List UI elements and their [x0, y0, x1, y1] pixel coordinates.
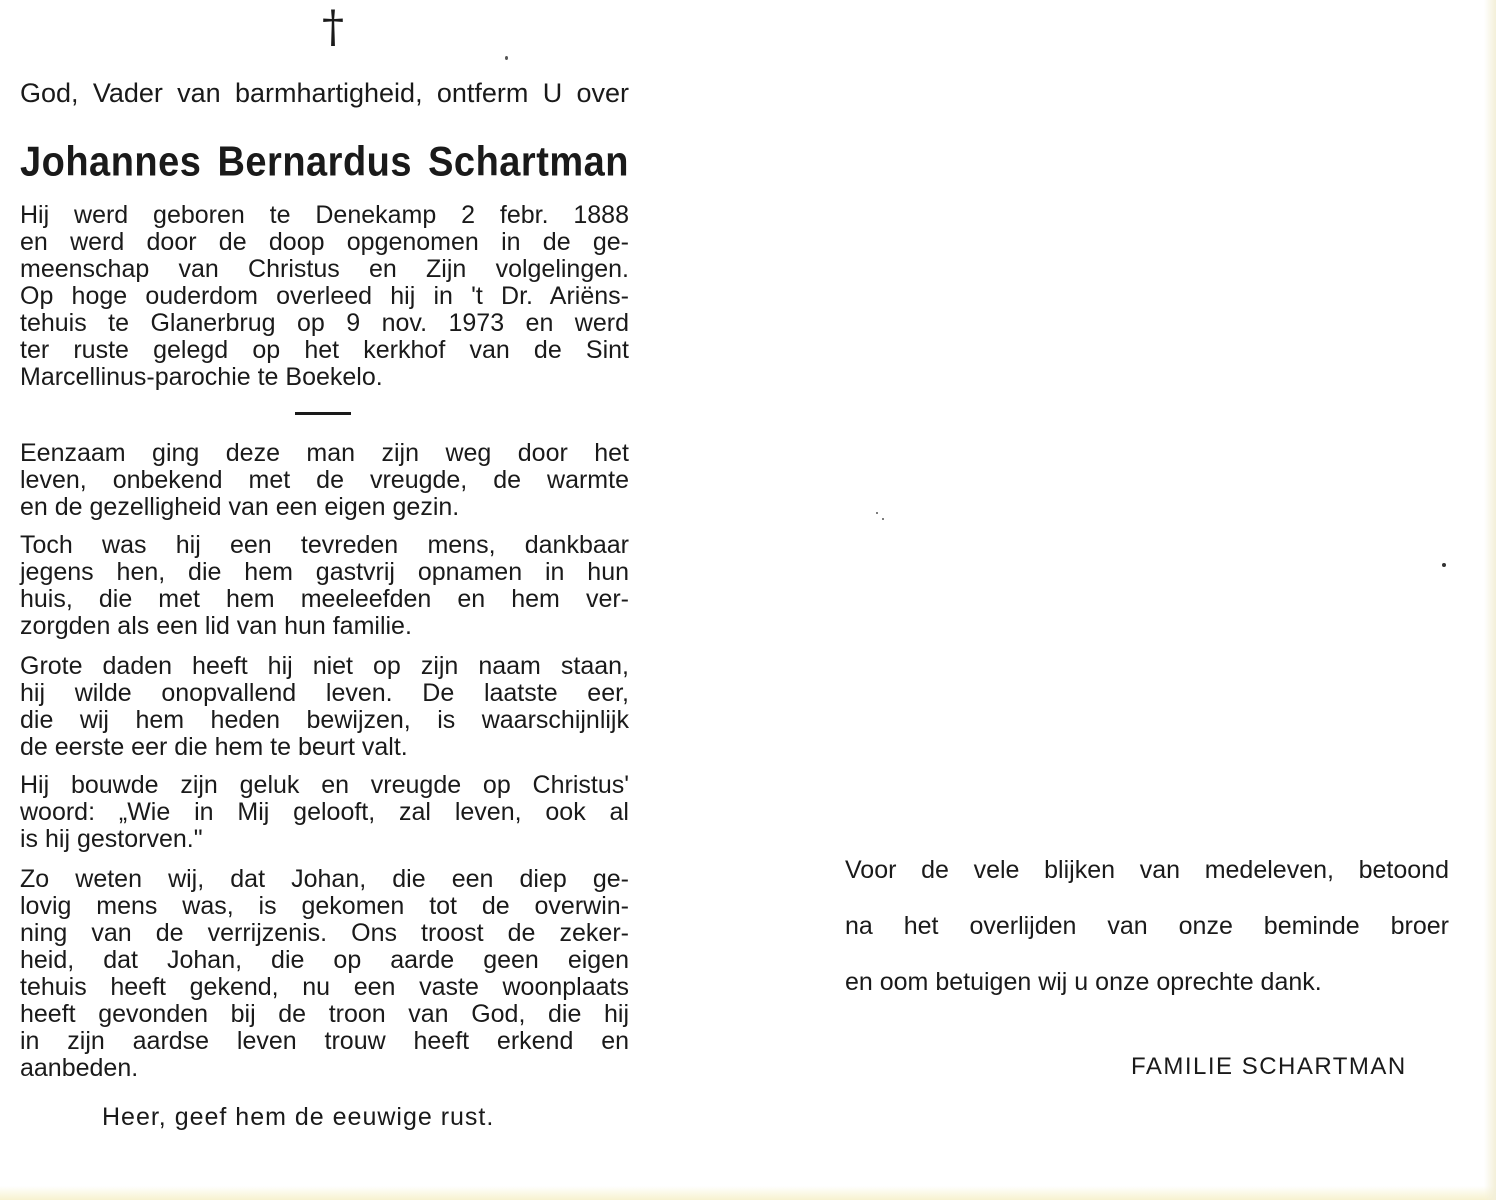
paragraph-line: in zijn aardse leven trouw heeft erkend en — [20, 1027, 629, 1055]
paragraph-line: zorgden als een lid van hun familie. — [20, 612, 412, 640]
paragraph-line: is hij gestorven." — [20, 825, 203, 853]
paragraph-line: tehuis heeft gekend, nu een vaste woonplaats — [20, 973, 629, 1001]
biography-line: ter ruste gelegd op het kerkhof van de Sint — [20, 336, 629, 364]
paragraph-line: woord: „Wie in Mij gelooft, zal leven, ook al — [20, 798, 629, 826]
paragraph-line: leven, onbekend met de vreugde, de warmte — [20, 466, 629, 494]
paragraph-line: die wij hem heden bewijzen, is waarschijnlijk — [20, 706, 629, 734]
thanks-line: na het overlijden van onze beminde broer — [845, 912, 1449, 940]
reflection-paragraph-5 — [20, 866, 629, 1082]
paragraph-line: Zo weten wij, dat Johan, die een diep ge- — [20, 865, 629, 893]
paragraph-line: heid, dat Johan, die op aarde geen eigen — [20, 946, 629, 974]
scan-speck — [882, 518, 884, 520]
biography-paragraph — [20, 202, 629, 391]
biography-line: en werd door de doop opgenomen in de ge- — [20, 228, 629, 256]
cross-icon: † — [322, 2, 344, 53]
scan-edge-bottom — [0, 1186, 1496, 1200]
reflection-paragraph-2 — [20, 532, 629, 640]
reflection-paragraph-4 — [20, 772, 629, 853]
biography-line: tehuis te Glanerbrug op 9 nov. 1973 en werd — [20, 309, 629, 337]
closing-prayer: Heer, geef hem de eeuwige rust. — [102, 1103, 495, 1131]
scan-speck — [1442, 563, 1446, 567]
biography-line: Op hoge ouderdom overleed hij in 't Dr. Ariëns- — [20, 282, 629, 310]
reflection-paragraph-1 — [20, 440, 629, 521]
paragraph-line: Eenzaam ging deze man zijn weg door het — [20, 439, 629, 467]
paragraph-line: lovig mens was, is gekomen tot de overwin- — [20, 892, 629, 920]
paragraph-line: hij wilde onopvallend leven. De laatste eer, — [20, 679, 629, 707]
paragraph-line: aanbeden. — [20, 1054, 139, 1082]
paragraph-line: huis, die met hem meeleefden en hem ver- — [20, 585, 629, 613]
reflection-paragraph-3 — [20, 653, 629, 761]
paragraph-line: jegens hen, die hem gastvrij opnamen in hun — [20, 558, 629, 586]
scan-speck — [505, 56, 508, 60]
scan-edge-right — [1484, 0, 1496, 1200]
paragraph-line: en de gezelligheid van een eigen gezin. — [20, 493, 460, 521]
family-signature: FAMILIE SCHARTMAN — [1131, 1053, 1407, 1080]
invocation-text: God, Vader van barmhartigheid, ontferm U over — [20, 78, 629, 108]
biography-line: meenschap van Christus en Zijn volgelingen. — [20, 255, 629, 283]
biography-line: Marcellinus-parochie te Boekelo. — [20, 363, 383, 391]
scan-speck — [876, 512, 878, 514]
paragraph-line: heeft gevonden bij de troon van God, die hij — [20, 1000, 629, 1028]
paragraph-line: Grote daden heeft hij niet op zijn naam staan, — [20, 652, 629, 680]
thanks-line: Voor de vele blijken van medeleven, betoond — [845, 856, 1449, 884]
paragraph-line: de eerste eer die hem te beurt valt. — [20, 733, 408, 761]
paragraph-line: Toch was hij een tevreden mens, dankbaar — [20, 531, 629, 559]
section-divider — [295, 412, 351, 415]
thank-you-message — [845, 842, 1449, 1010]
biography-line: Hij werd geboren te Denekamp 2 febr. 1888 — [20, 201, 629, 229]
deceased-name: Johannes Bernardus Schartman — [20, 139, 629, 186]
paragraph-line: ning van de verrijzenis. Ons troost de zeker- — [20, 919, 629, 947]
thanks-line: en oom betuigen wij u onze oprechte dank. — [845, 968, 1322, 996]
paragraph-line: Hij bouwde zijn geluk en vreugde op Christus' — [20, 771, 629, 799]
